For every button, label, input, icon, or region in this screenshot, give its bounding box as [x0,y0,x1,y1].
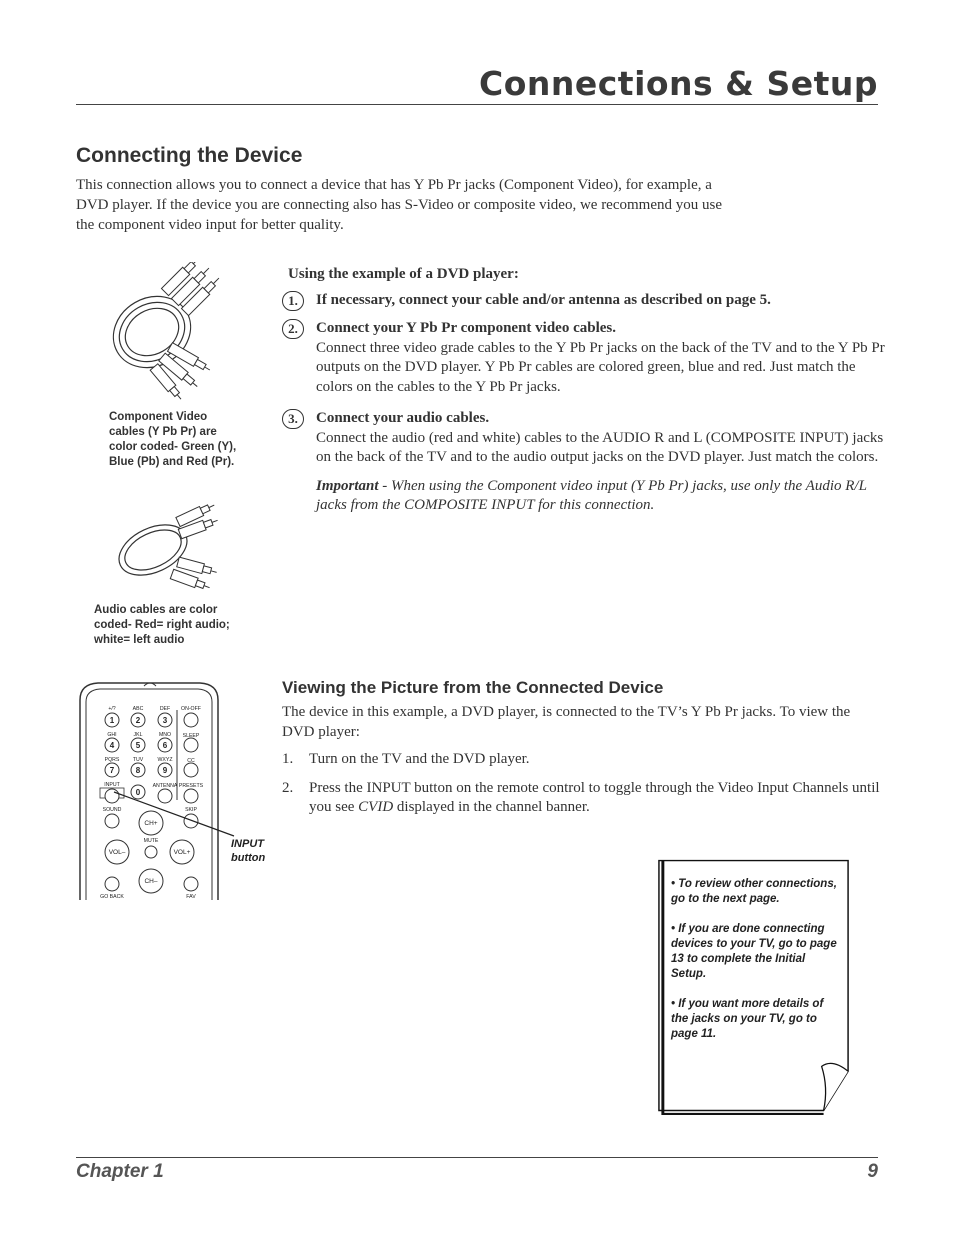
component-cable-caption: Component Video cables (Y Pb Pr) are color coded- Green (Y), Blue (Pb) and Red (Pr). [109,411,237,468]
key-digit: 0 [135,788,141,797]
key-label: SOUND [102,807,122,813]
item-emphasis: CVID [358,799,394,815]
key-label: +/? [108,706,116,712]
key-label: ANTENNA [152,783,178,789]
key-label: CC [187,758,195,764]
item-text: Press the INPUT button on the remote control to toggle through the Video Input Channels until you see [309,779,880,815]
viewing-title: Viewing the Picture from the Connected Device [282,678,664,697]
viewing-item-2 [282,779,882,818]
step-3 [282,409,892,468]
callout-line-2: button [231,852,266,864]
key-label: MUTE [143,838,159,844]
key-label: ABC [132,706,144,712]
viewing-item-1 [282,750,882,770]
page-header-title: Connections & Setup [478,64,878,103]
steps-lead: Using the example of a DVD player: [288,266,519,282]
callout-line-1: INPUT [231,838,264,850]
vol-down-label: VOL– [108,849,126,856]
key-label: SKIP [185,807,197,813]
viewing-intro: The device in this example, a DVD player, is connected to the TV’s Y Pb Pr jacks. To view the DVD player: [282,704,851,740]
audio-cable-illustration [108,500,228,595]
footer-divider [76,1157,878,1158]
key-label: DEF [159,706,171,712]
important-text: - When using the Component video input (Y Pb Pr) jacks, use only the Audio R/L jacks from the COMPOSITE INPUT for this connection. [316,477,867,513]
note-item: • To review other connections, go to the next page. [671,878,837,905]
key-label: GHI [107,732,117,738]
step-heading: If necessary, connect your cable and/or antenna as described on page 5. [316,291,771,308]
section-title: Connecting the Device [76,144,303,167]
key-label: FAV [186,894,196,900]
step-heading: Connect your audio cables. [316,410,490,426]
key-label: SLEEP [182,733,200,739]
key-digit: 3 [162,716,168,725]
key-label: WXYZ [157,757,173,763]
step-number: 2. [282,319,304,339]
step-body: Connect three video grade cables to the Y Pb Pr jacks on the back of the TV and to the Y Pb Pr outputs on the DVD player. Y Pb Pr cables are colored green, blue and red. Just match the colors on the cables to the Y Pb Pr jacks. [316,339,885,395]
step-2 [282,319,892,397]
audio-cable-caption: Audio cables are color coded- Red= right audio; white= left audio [94,604,230,646]
key-label: PRESETS [178,783,204,789]
key-label: JKL [133,732,143,738]
key-label: MNO [158,732,172,738]
key-label: INPUT [104,782,120,788]
note-text [671,877,843,1057]
item-number: 2. [282,779,294,796]
note-item: • If you are done connecting devices to your TV, go to page 13 to complete the Initial Setup. [671,923,837,980]
step-1 [282,291,892,311]
key-digit: 8 [135,766,141,775]
item-number: 1. [282,751,294,767]
key-digit: 5 [135,741,141,750]
key-digit: 7 [109,766,115,775]
step-number: 3. [282,409,304,429]
vol-up-label: VOL+ [173,849,191,856]
item-text: Turn on the TV and the DVD player. [309,751,530,767]
remote-control-illustration [78,680,278,902]
step-number: 1. [282,291,304,311]
component-cable-illustration [100,262,230,402]
important-label: Important [316,477,379,494]
key-digit: 4 [109,741,115,750]
note-item: • If you want more details of the jacks on your TV, go to page 11. [671,998,824,1040]
header-divider [76,104,878,105]
viewing-body [282,703,882,827]
key-label: TUV [132,757,144,763]
page-number: 9 [867,1161,878,1182]
input-button-callout [231,837,265,865]
item-text-end: displayed in the channel banner. [393,799,590,815]
ch-up-label: CH+ [144,820,158,827]
step-body: Connect the audio (red and white) cables to the AUDIO R and L (COMPOSITE INPUT) jacks on the back of the TV and to the audio output jacks on the DVD player. Just match the colors. [316,429,884,465]
ch-down-label: CH– [144,878,158,885]
key-label: PQRS [104,757,120,763]
step-heading: Connect your Y Pb Pr component video cables. [316,320,616,336]
key-digit: 2 [135,716,141,725]
footer-chapter: Chapter 1 [76,1161,164,1182]
key-digit: 1 [109,716,115,725]
important-note [282,477,892,516]
key-digit: 6 [162,741,168,750]
key-label: GO BACK [100,894,124,900]
instruction-steps [282,265,892,516]
key-digit: 9 [162,766,168,775]
key-label: ON-OFF [181,706,201,712]
section-intro: This connection allows you to connect a device that has Y Pb Pr jacks (Component Video), for example, a DVD player. If the device you are connecting also has S-Video or composite video, we recommend you use the component video input for better quality. [76,177,722,233]
